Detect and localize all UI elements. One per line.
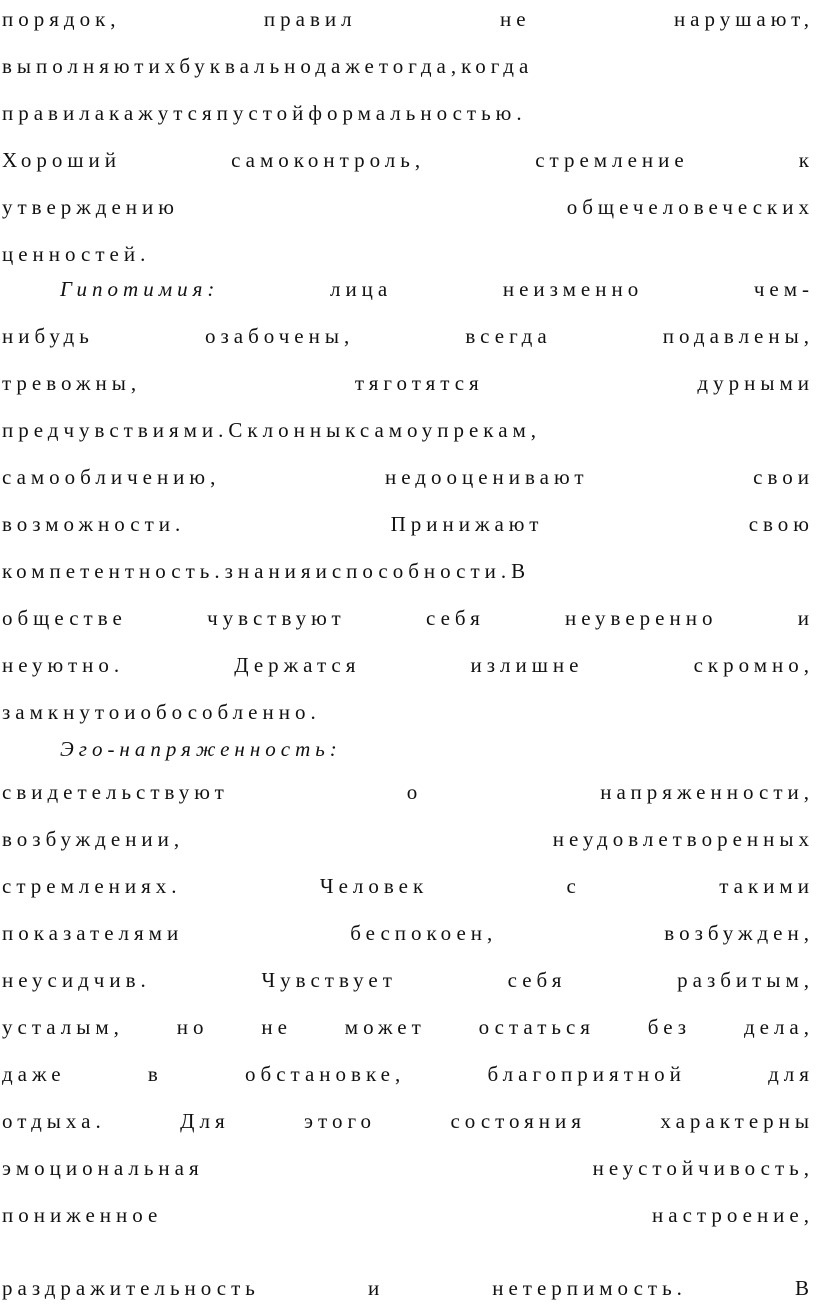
- word: себя: [426, 606, 485, 630]
- word: неусидчив.: [2, 968, 151, 992]
- word: компетентность.знанияиспособности.В: [2, 559, 531, 583]
- text-line: [2, 188, 814, 226]
- text-line: [2, 773, 814, 811]
- word: неудовлетворенных: [552, 827, 814, 851]
- text-line: [2, 1055, 814, 1093]
- word: стремление: [535, 148, 689, 172]
- text-line: [2, 1102, 814, 1140]
- word: состояния: [450, 1109, 586, 1133]
- word: стремлениях.: [2, 874, 182, 898]
- word: свою: [748, 512, 814, 536]
- text-line: [2, 0, 814, 38]
- word: чем-: [753, 277, 814, 301]
- word: не: [500, 7, 531, 31]
- word: озабочены,: [204, 324, 355, 348]
- text-line: [2, 961, 814, 999]
- word: неизменно: [502, 277, 644, 301]
- word: лица: [329, 277, 393, 301]
- word: дурными: [697, 371, 814, 395]
- word: излишне: [470, 653, 584, 677]
- word: неустойчивость,: [592, 1156, 814, 1180]
- word: тревожны,: [2, 371, 142, 395]
- word: скромно,: [693, 653, 814, 677]
- word: В: [794, 1276, 814, 1300]
- word: для: [768, 1062, 814, 1086]
- text-line: [2, 599, 814, 637]
- word: но: [176, 1015, 209, 1039]
- word: с: [566, 874, 581, 898]
- text-line: [2, 364, 814, 402]
- word: такими: [719, 874, 814, 898]
- section-heading: Гипотимия:: [60, 277, 220, 301]
- word: свои: [753, 465, 814, 489]
- word: может: [344, 1015, 426, 1039]
- text-line: [2, 235, 814, 273]
- text-line: [2, 270, 814, 308]
- word: разбитым,: [677, 968, 814, 992]
- word: отдыха.: [2, 1109, 106, 1133]
- text-line: [2, 458, 814, 496]
- text-line: [2, 1269, 814, 1307]
- word: неуютно.: [2, 653, 125, 677]
- text-line: [2, 141, 814, 179]
- word: возбужден,: [664, 921, 814, 945]
- word: ценностей.: [2, 242, 151, 266]
- text-line: [2, 1149, 814, 1187]
- word: правил: [263, 7, 357, 31]
- word: обстановке,: [245, 1062, 406, 1086]
- word: и: [367, 1276, 385, 1300]
- text-line: [2, 411, 814, 449]
- word: неуверенно: [565, 606, 718, 630]
- word: всегда: [465, 324, 552, 348]
- word: выполняютихбуквальнодажетогда,когда: [2, 54, 534, 78]
- word: утверждению: [2, 195, 179, 219]
- word: в: [147, 1062, 163, 1086]
- word: эмоциональная: [2, 1156, 204, 1180]
- word: свидетельствуют: [2, 780, 229, 804]
- word: остаться: [478, 1015, 595, 1039]
- text-line: [2, 646, 814, 684]
- word: нетерпимость.: [492, 1276, 687, 1300]
- word: обществе: [2, 606, 127, 630]
- word: недооценивают: [384, 465, 589, 489]
- word: правилакажутсяпустойформальностью.: [2, 101, 527, 125]
- word: Чувствует: [261, 968, 397, 992]
- text-line: [2, 1196, 814, 1234]
- word: себя: [507, 968, 567, 992]
- word: напряженности,: [600, 780, 814, 804]
- word: нибудь: [2, 324, 94, 348]
- text-line: [2, 505, 814, 543]
- text-line: [2, 914, 814, 952]
- word: беспокоен,: [350, 921, 498, 945]
- word: предчувствиями.Склонныксамоупрекам,: [2, 418, 542, 442]
- word: раздражительность: [2, 1276, 260, 1300]
- text-line: [2, 867, 814, 905]
- word: этого: [304, 1109, 377, 1133]
- word: нарушают,: [673, 7, 814, 31]
- text-line: [2, 1008, 814, 1046]
- text-line: [2, 94, 814, 132]
- word: Принижают: [390, 512, 544, 536]
- word: возможности.: [2, 512, 186, 536]
- word: возбуждении,: [2, 827, 185, 851]
- word: Держатся: [234, 653, 361, 677]
- word: общечеловеческих: [566, 195, 814, 219]
- word: настроение,: [652, 1203, 814, 1227]
- text-line: [2, 552, 814, 590]
- word: порядок,: [2, 7, 121, 31]
- section-heading: Эго-напряженность:: [60, 737, 342, 761]
- word: замкнутоиобособленно.: [2, 700, 321, 724]
- text-line: [2, 317, 814, 355]
- word: характерны: [660, 1109, 814, 1133]
- word: пониженное: [2, 1203, 163, 1227]
- word: Хороший: [2, 148, 121, 172]
- text-line: [2, 730, 814, 768]
- word: к: [798, 148, 814, 172]
- text-line: [2, 820, 814, 858]
- word: даже: [2, 1062, 66, 1086]
- word: подавлены,: [662, 324, 814, 348]
- word: усталым,: [2, 1015, 124, 1039]
- word: показателями: [2, 921, 184, 945]
- word: и: [797, 606, 814, 630]
- word: тяготятся: [354, 371, 484, 395]
- word: самоконтроль,: [231, 148, 426, 172]
- text-line: [2, 47, 814, 85]
- word: самообличению,: [2, 465, 221, 489]
- word: без: [647, 1015, 692, 1039]
- word: о: [406, 780, 423, 804]
- word: благоприятной: [487, 1062, 686, 1086]
- word: Человек: [319, 874, 429, 898]
- word: чувствуют: [207, 606, 346, 630]
- word: не: [261, 1015, 292, 1039]
- word: Для: [180, 1109, 230, 1133]
- word: дела,: [743, 1015, 814, 1039]
- text-line: [2, 693, 814, 731]
